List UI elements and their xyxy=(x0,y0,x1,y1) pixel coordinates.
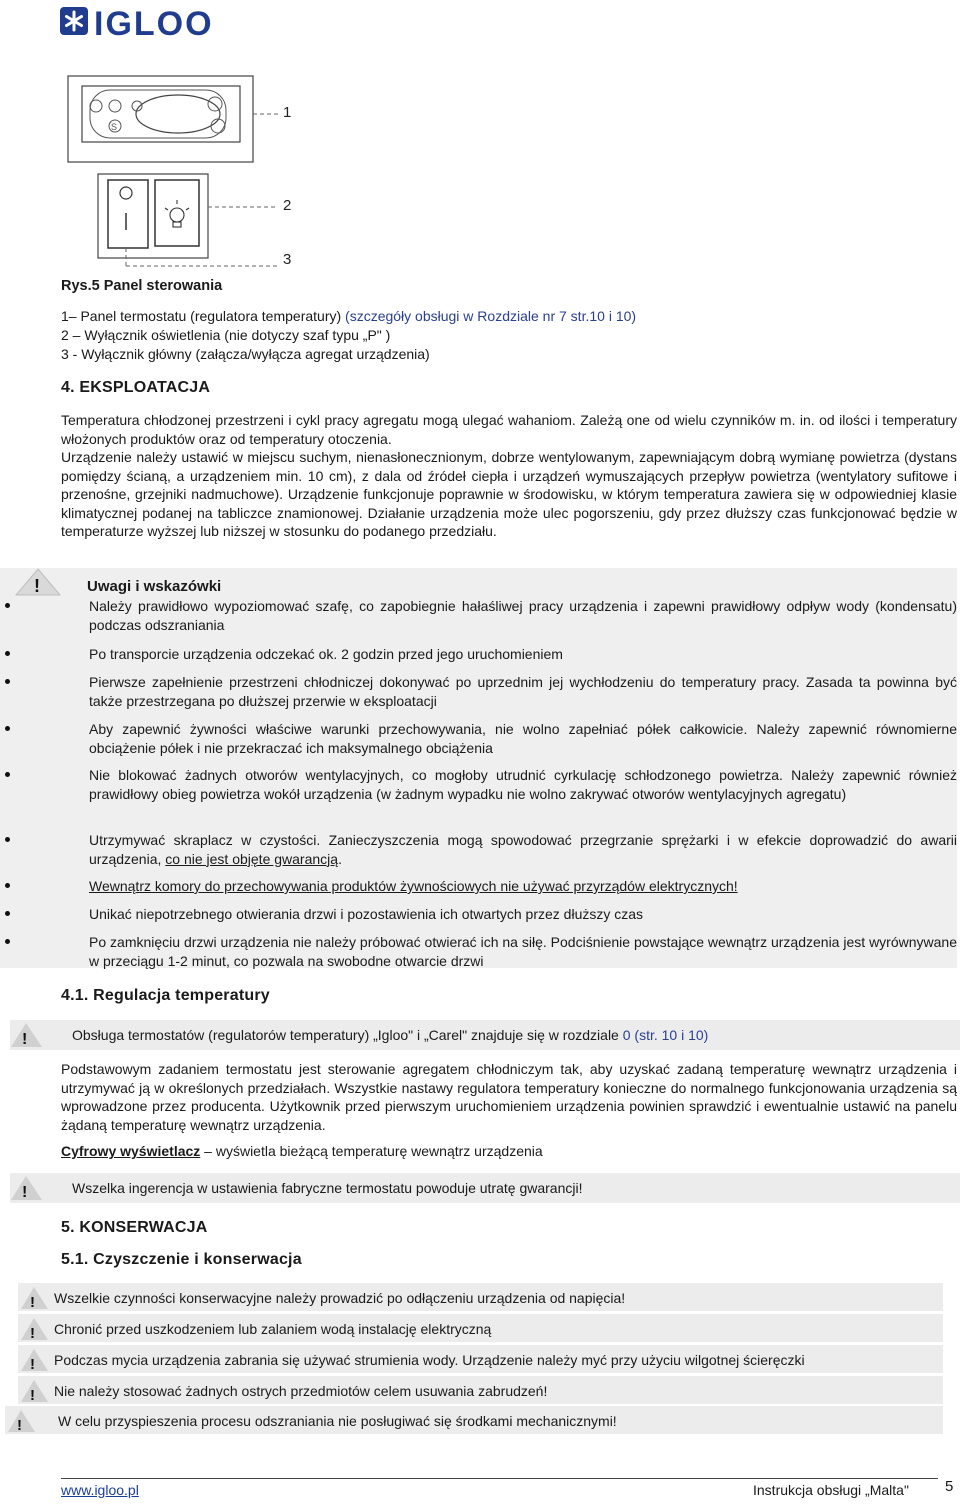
figure-label-2: 2 xyxy=(283,197,292,214)
section-4-body xyxy=(61,411,957,541)
svg-text:!: ! xyxy=(22,1184,28,1201)
figure-caption: Rys.5 Panel sterowania xyxy=(61,278,223,294)
svg-text:IGLOO: IGLOO xyxy=(94,5,214,40)
warning-icon xyxy=(10,1021,46,1049)
maintenance-note: ! Podczas mycia urządzenia zabrania się używać strumienia wody. Urządzenie należy myć przy użyciu wilgotnej ścieręczki xyxy=(18,1345,943,1373)
section-4-paragraph-1: Temperatura chłodzonej przestrzeni i cykl pracy agregatu mogą ulegać wahaniom. Zależą one od wielu czynników m. in. od ilości i temperatury włożonych produktów oraz od temperatury otoczenia. xyxy=(61,412,957,447)
note-warranty: ! Wszelka ingerencja w ustawienia fabryczne termostatu powoduje utratę gwarancji! xyxy=(10,1173,960,1203)
warning-icon xyxy=(20,1285,50,1311)
section-41-body: Podstawowym zadaniem termostatu jest sterowanie agregatem chłodniczym tak, aby uzyskać zadaną temperaturę wewnątrz urządzenia i utrzymywać ją w określonych przedziałach. Wszystkie nastawy regulatora temperatury konieczne do normalnego funkcjonowania urządzenia są wprowadzone przez producenta. Użytkownik przed pierwszym uruchomieniem urządzenia powinien sprawdzić i ewentualnie ustawić na panelu żądaną temperaturę wewnątrz urządzenia. xyxy=(61,1061,957,1133)
figure-label-1: 1 xyxy=(283,104,292,121)
legend-item-1: 1– Panel termostatu (regulatora temperatury) (szczegóły obsługi w Rozdziale nr 7 str.10 i 10) xyxy=(61,308,637,324)
maintenance-note: ! Nie należy stosować żadnych ostrych przedmiotów celem usuwania zabrudzeń! xyxy=(18,1376,943,1404)
svg-text:S: S xyxy=(111,122,118,132)
footer-url[interactable]: www.igloo.pl xyxy=(61,1482,139,1498)
igloo-logo xyxy=(60,4,270,40)
svg-text:!: ! xyxy=(34,576,40,596)
maintenance-note: ! W celu przyspieszenia procesu odszraniania nie posługiwać się środkami mechanicznymi! xyxy=(5,1406,943,1434)
warning-icon xyxy=(7,1408,37,1434)
legend-item-3: 3 - Wyłącznik główny (załącza/wyłącza agregat urządzenia) xyxy=(61,346,430,362)
maintenance-note: ! Wszelkie czynności konserwacyjne należy prowadzić po odłączeniu urządzenia od napięcia! xyxy=(18,1283,943,1311)
svg-text:!: ! xyxy=(30,1356,35,1373)
figure-label-3: 3 xyxy=(283,251,292,268)
warning-icon xyxy=(20,1347,50,1373)
section-51-heading: 5.1. Czyszczenie i konserwacja xyxy=(61,1251,302,1268)
maintenance-note: ! Chronić przed uszkodzeniem lub zalaniem wodą instalację elektryczną xyxy=(18,1314,943,1342)
section-4-paragraph-2: Urządzenie należy ustawić w miejscu suchym, nienasłonecznionym, dobrze wentylowanym, zapewniającym dobrą wymianę powietrza (dystans pomiędzy ścianą, a urządzeniem min. 10 cm), z dala od źródeł ciepła i urządzeń wymuszających przepływ powietrza (wentylatory sufitowe i przenośne, grzejniki nadmuchowe). Urządzenie funkcjonuje poprawnie w środowisku, w którym temperatura zawiera się w odpowiedniej klasie klimatycznej podanej na tabliczce znamionowej. Działanie urządzenia może ulec pogorszeniu, gdy przez dłuższy czas funkcjonować będzie w temperaturze wyższej lub niższej w stosunku do podanego przedziału. xyxy=(61,449,957,539)
igloo-logo-mark xyxy=(60,4,270,40)
warning-icon xyxy=(20,1316,50,1342)
note-thermostat: ! Obsługa termostatów (regulatorów temperatury) „Igloo" i „Carel" znajduje się w rozdziale 0 (str. 10 i 10) xyxy=(10,1020,960,1050)
section-4-heading: 4. EKSPLOATACJA xyxy=(61,379,211,396)
display-description: Cyfrowy wyświetlacz – wyświetla bieżącą temperaturę wewnątrz urządzenia xyxy=(61,1143,543,1159)
footer-document-title: Instrukcja obsługi „Malta" xyxy=(753,1482,909,1498)
legend-item-2: 2 – Wyłącznik oświetlenia (nie dotyczy szaf typu „P" ) xyxy=(61,327,391,343)
page-number: 5 xyxy=(945,1478,954,1495)
warning-icon xyxy=(10,1174,46,1202)
control-panel-figure xyxy=(60,70,320,270)
section-5-heading: 5. KONSERWACJA xyxy=(61,1219,208,1236)
warning-icon xyxy=(20,1378,50,1404)
light-switch xyxy=(155,180,199,246)
svg-text:!: ! xyxy=(30,1387,35,1404)
tips-title: Uwagi i wskazówki xyxy=(87,578,222,595)
footer-divider xyxy=(61,1478,938,1479)
svg-text:!: ! xyxy=(30,1294,35,1311)
svg-text:!: ! xyxy=(22,1031,28,1048)
main-switch xyxy=(108,180,148,248)
section-41-heading: 4.1. Regulacja temperatury xyxy=(61,987,270,1004)
svg-text:!: ! xyxy=(17,1417,22,1434)
warning-icon xyxy=(14,567,64,597)
svg-text:!: ! xyxy=(30,1325,35,1342)
